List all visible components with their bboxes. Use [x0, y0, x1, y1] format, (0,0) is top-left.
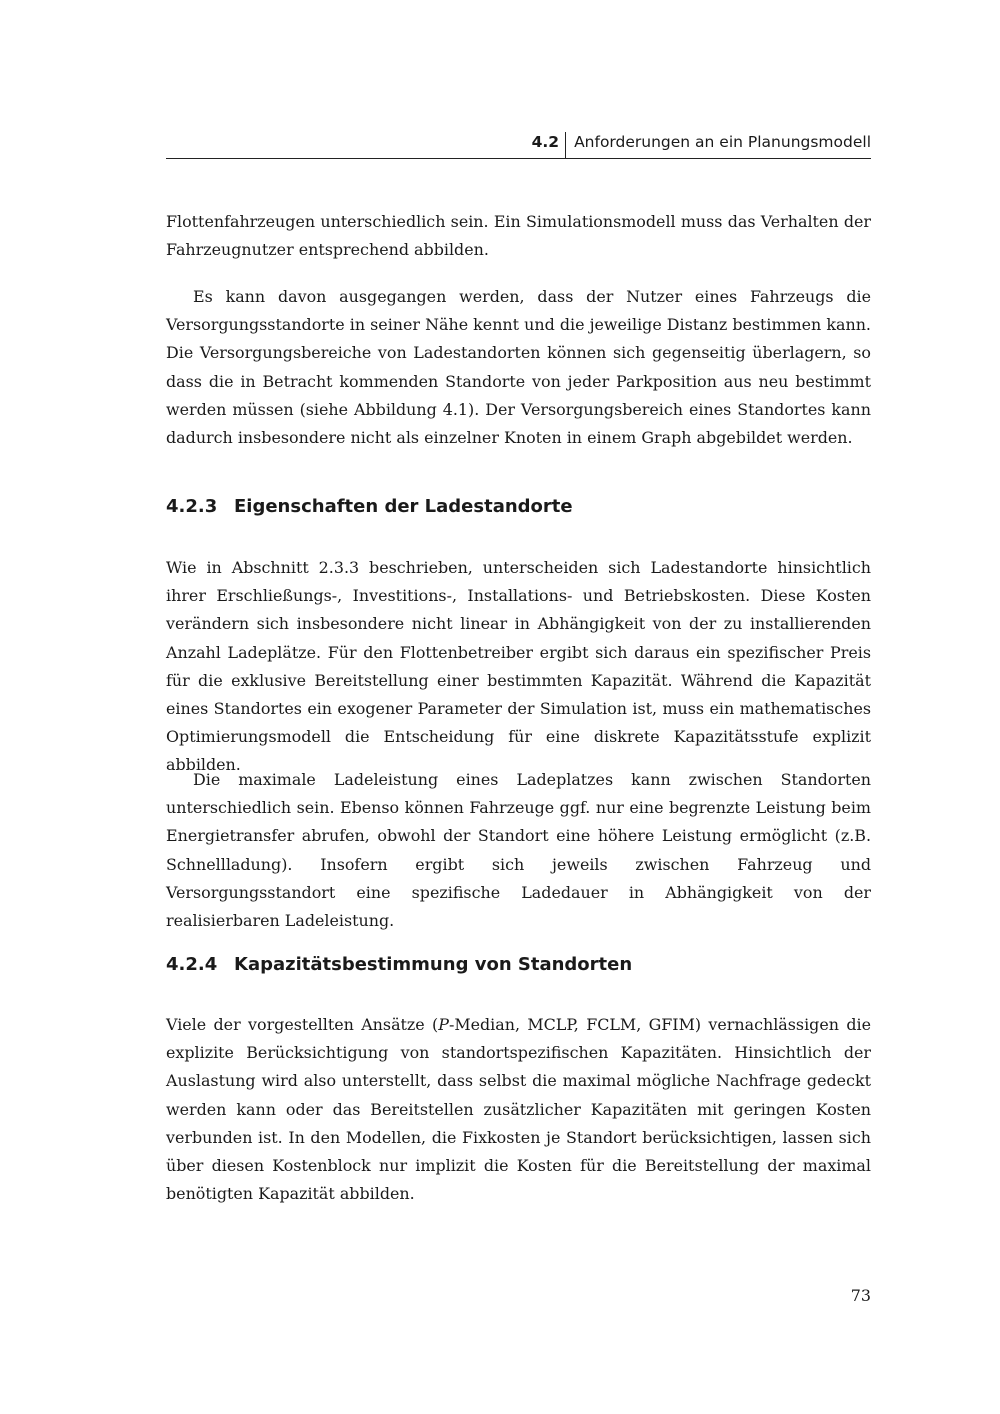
- header-chapter-title: Anforderungen an ein Planungsmodell: [574, 133, 871, 151]
- section-title: Eigenschaften der Ladestandorte: [234, 496, 573, 517]
- paragraph-text-rest: -Median, MCLP, FCLM, GFIM) vernachlässigen die explizite Berücksichtigung von standortspezifischen Kapazitäten. Hinsichtlich der Auslastung wird also unterstellt, dass selbst die maximal mögliche Nachfrage gedeckt werden kann oder das Bereitstellen zusätzlicher Kapazitäten mit geringen Kosten verbunden ist. In den Modellen, die Fixkosten je Standort berücksichtigen, lassen sich über diesen Kostenblock nur implizit die Kosten für die Bereitstellung der maximal benötigten Kapazität abbilden.: [166, 1015, 871, 1204]
- section-heading-4-2-3: [166, 495, 871, 519]
- running-header: [166, 132, 871, 159]
- paragraph-versorgungsbereiche: Es kann davon ausgegangen werden, dass der Nutzer eines Fahrzeugs die Versorgungsstandorte in seiner Nähe kennt und die jeweilige Distanz bestimmen kann. Die Versorgungsbereiche von Ladestandorten können sich gegenseitig überlagern, so dass die in Betracht kommenden Standorte von jeder Parkposition aus neu bestimmt werden müssen (siehe Abbildung 4.1). Der Versorgungsbereich eines Standortes kann dadurch insbesondere nicht als einzelner Knoten in einem Graph abgebildet werden.: [166, 287, 871, 448]
- section-number: 4.2.4: [166, 954, 218, 975]
- paragraph-text-start: Viele der vorgestellten Ansätze (: [166, 1015, 439, 1034]
- header-chapter-number: 4.2: [532, 132, 566, 158]
- paragraph-kapazitaeten: [166, 1011, 871, 1208]
- section-heading-4-2-4: [166, 953, 871, 977]
- paragraph-ladeleistung: Die maximale Ladeleistung eines Ladeplatzes kann zwischen Standorten unterschiedlich sein. Ebenso können Fahrzeuge ggf. nur eine begrenzte Leistung beim Energietransfer abrufen, obwohl der Standort eine höhere Leistung ermöglicht (z.B. Schnellladung). Insofern ergibt sich jeweils zwischen Fahrzeug und Versorgungsstandort eine spezifische Ladedauer in Abhängigkeit von der realisierbaren Ladeleistung.: [166, 770, 871, 931]
- paragraph-continuation: Flottenfahrzeugen unterschiedlich sein. Ein Simulationsmodell muss das Verhalten der Fahrzeugnutzer entsprechend abbilden.: [166, 212, 871, 260]
- variable-p: P: [438, 1015, 449, 1034]
- page-number: 73: [850, 1286, 871, 1305]
- section-title: Kapazitätsbestimmung von Standorten: [234, 954, 633, 975]
- paragraph-ladestandorte-kosten: Wie in Abschnitt 2.3.3 beschrieben, unterscheiden sich Ladestandorte hinsichtlich ihrer Erschließungs-, Investitions-, Installations- und Betriebskosten. Diese Kosten verändern sich insbesondere nicht linear in Abhängigkeit von der zu installierenden Anzahl Ladeplätze. Für den Flottenbetreiber ergibt sich daraus ein spezifischer Preis für die exklusive Bereitstellung einer bestimmten Kapazität. Während die Kapazität eines Standortes ein exogener Parameter der Simulation ist, muss ein mathematisches Optimierungsmodell die Entscheidung für eine diskrete Kapazitätsstufe explizit abbilden.: [166, 558, 871, 775]
- section-number: 4.2.3: [166, 496, 218, 517]
